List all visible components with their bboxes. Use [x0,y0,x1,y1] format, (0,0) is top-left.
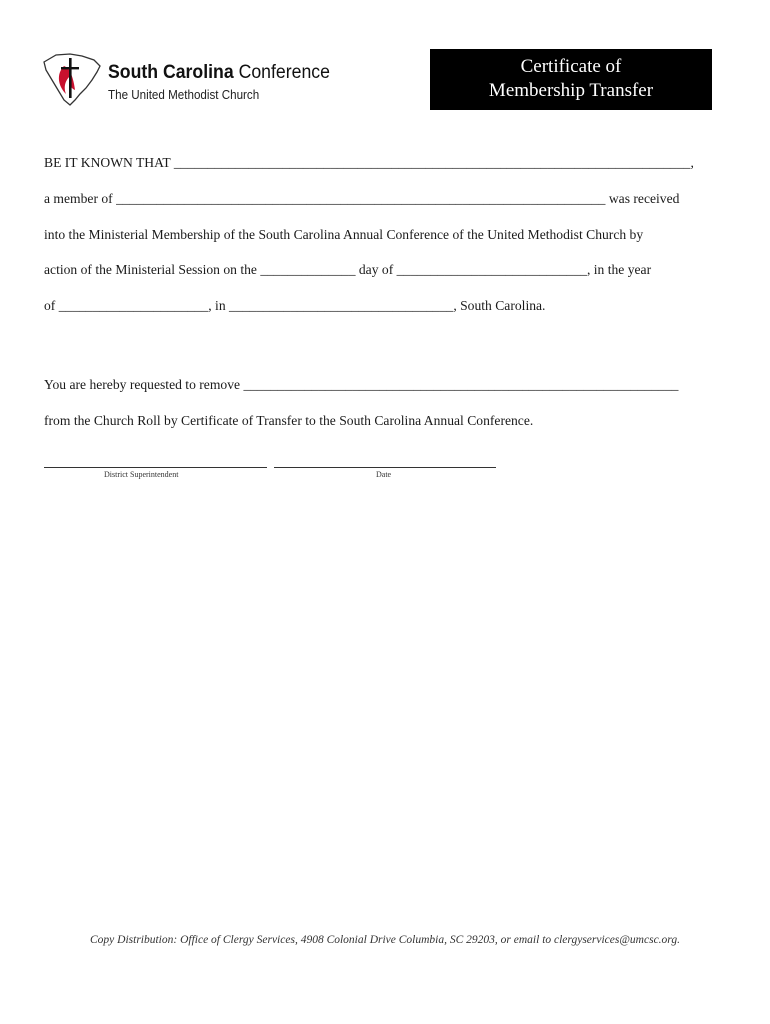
conference-logo [42,50,342,110]
date-label: Date [376,470,392,479]
title-line-1: Certificate of [520,56,622,77]
line-ministerial-membership: into the Ministerial Membership of the South Carolina Annual Conference of the United Methodist Church by [44,227,644,242]
district-superintendent-signature-line [44,467,267,468]
title-line-2: Membership Transfer [488,80,654,101]
district-superintendent-label: District Superintendent [104,470,179,479]
line-church-roll: from the Church Roll by Certificate of Transfer to the South Carolina Annual Conference. [44,413,534,428]
org-name: South Carolina Conference [108,62,330,83]
cross-and-flame-icon [42,50,104,110]
line-member-of: a member of ________________________________________________________________________ was received [44,191,680,206]
line-ministerial-session: action of the Ministerial Session on the ______________ day of ____________________________, in the year [44,262,652,277]
org-subtitle: The United Methodist Church [108,88,260,102]
certificate-title [430,49,712,110]
line-requested-remove: You are hereby requested to remove ________________________________________________________________ [44,377,679,392]
date-signature-line [274,467,496,468]
copy-distribution-footer: Copy Distribution: Office of Clergy Services, 4908 Colonial Drive Columbia, SC 29203, or email to clergyservices@umcsc.org. [90,934,680,946]
line-year-location: of ______________________, in _________________________________, South Carolina. [44,298,546,313]
line-be-it-known: BE IT KNOWN THAT ____________________________________________________________________________, [44,155,694,170]
